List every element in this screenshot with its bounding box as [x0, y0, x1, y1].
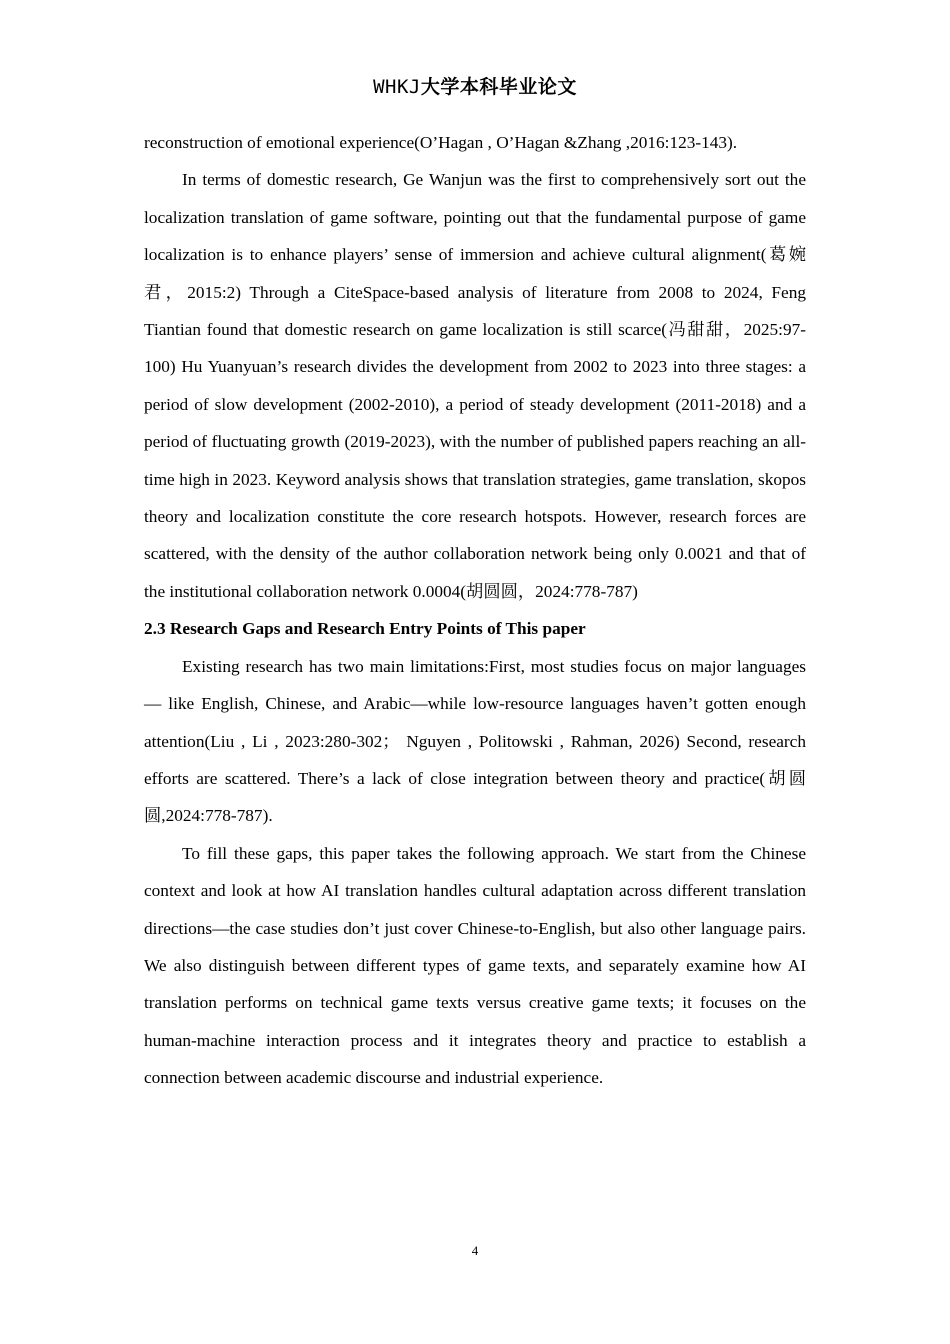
paragraph-domestic-research: In terms of domestic research, Ge Wanjun was the first to comprehensively sort out the localization translation of game software, pointing out that the fundamental purpose of game localization is to enhance players’ sense of immersion and achieve cultural alignment(葛婉君，2015:2) Through a CiteSpace-based analysis of literature from 2008 to 2024, Feng Tiantian found that domestic research on game localization is still scarce(冯甜甜，2025:97-100) Hu Yuanyuan’s research divides the development from 2002 to 2023 into three stages: a period of slow development (2002-2010), a period of steady development (2011-2018) and a period of fluctuating growth (2019-2023), with the number of published papers reaching an all-time high in 2023. Keyword analysis shows that translation strategies, game translation, skopos theory and localization constitute the core research hotspots. However, research forces are scattered, with the density of the author collaboration network being only 0.0021 and that of the institutional collaboration network 0.0004(胡圆圆，2024:778-787) [144, 170, 806, 601]
page-number: 4 [471, 1243, 479, 1258]
paragraph-limitations: Existing research has two main limitations:First, most studies focus on major languages — like English, Chinese, and Arabic—while low-resource languages haven’t gotten enough attention(Liu , Li , 2023:280-302； Nguyen , Politowski , Rahman, 2026) Second, research efforts are scattered. There’s a lack of close integration between theory and practice(胡圆圆,2024:778-787). [144, 656, 806, 826]
paragraph-approach: To fill these gaps, this paper takes the following approach. We start from the Chinese context and look at how AI translation handles cultural adaptation across different translation directions—the case studies don’t just cover Chinese-to-English, but also other language pairs. We also distinguish between different types of game texts, and separately examine how AI translation performs on technical game texts versus creative game texts; it focuses on the human-machine interaction process and it integrates theory and practice to establish a connection between academic discourse and industrial experience. [144, 843, 806, 1088]
paragraph-continuation: reconstruction of emotional experience(O’Hagan , O’Hagan &Zhang ,2016:123-143). [144, 133, 738, 152]
header-latin: WHKJ [373, 76, 421, 98]
section-heading: 2.3 Research Gaps and Research Entry Points of This paper [144, 619, 586, 639]
header-cjk: 大学本科毕业论文 [420, 76, 577, 98]
running-header [0, 72, 950, 99]
body-text [144, 124, 806, 1097]
